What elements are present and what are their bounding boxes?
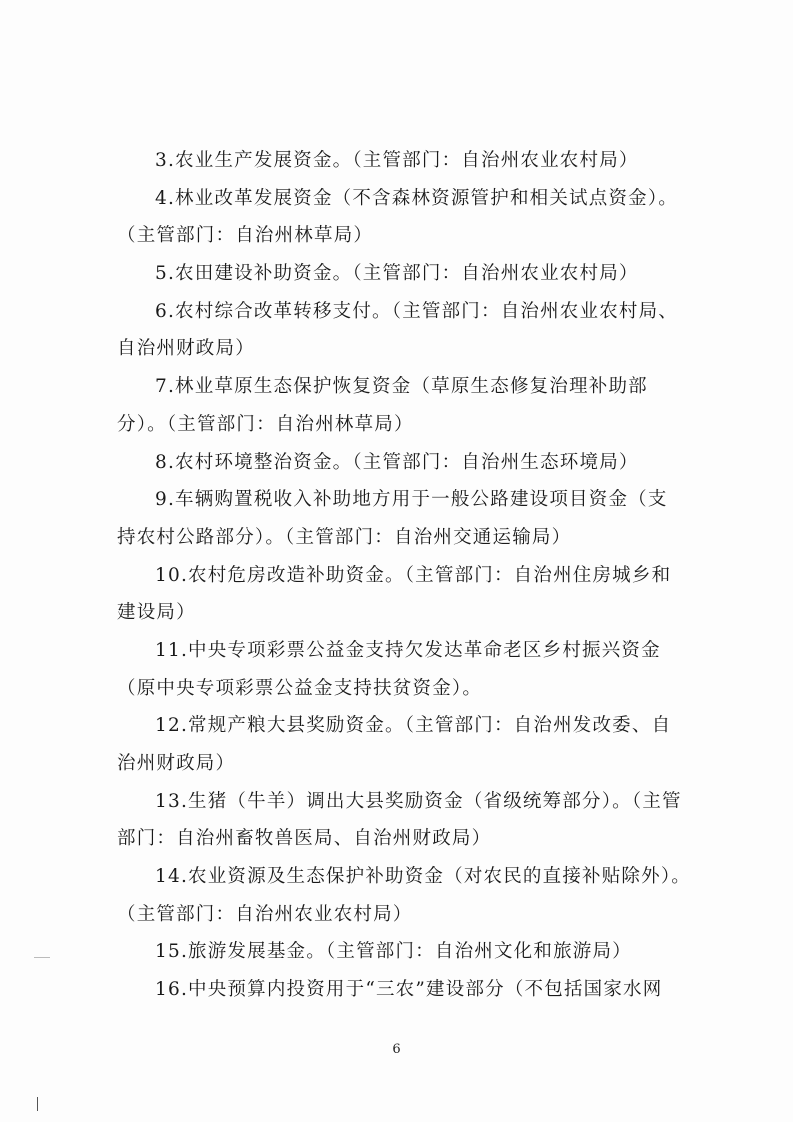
document-body <box>117 142 717 1009</box>
text-line: 12.常规产粮大县奖励资金。（主管部门：自治州发改委、自 <box>155 715 672 737</box>
scan-artifact <box>34 957 50 958</box>
text-line: 自治州财政局） <box>117 338 255 360</box>
text-line: 3.农业生产发展资金。（主管部门：自治州农业农村局） <box>155 150 639 171</box>
text-line: 10.农村危房改造补助资金。（主管部门：自治州住房城乡和 <box>155 564 672 586</box>
text-line: 5.农田建设补助资金。（主管部门：自治州农业农村局） <box>155 263 639 285</box>
text-line: 持农村公路部分）。（主管部门：自治州交通运输局） <box>117 526 572 548</box>
text-line: 治州财政局） <box>117 753 236 774</box>
page-number: 6 <box>392 1042 401 1057</box>
text-line: 6.农村综合改革转移支付。（主管部门：自治州农业农村局、 <box>155 300 679 322</box>
text-line: 16.中央预算内投资用于“三农”建设部分（不包括国家水网 <box>155 979 663 1001</box>
text-line: 分）。（主管部门：自治州林草局） <box>117 413 414 435</box>
text-line: 14.农业资源及生态保护补助资金（对农民的直接补贴除外）。 <box>155 866 691 888</box>
text-line: 9.车辆购置税收入补助地方用于一般公路建设项目资金（支 <box>155 489 668 511</box>
text-line: 15.旅游发展基金。（主管部门：自治州文化和旅游局） <box>155 941 632 963</box>
text-line: （主管部门：自治州农业农村局） <box>117 903 413 925</box>
text-line: 13.生猪（牛羊）调出大县奖励资金（省级统筹部分）。（主管 <box>155 790 682 812</box>
text-line: 11.中央专项彩票公益金支持欠发达革命老区乡村振兴资金 <box>155 639 661 661</box>
text-line: （原中央专项彩票公益金支持扶贫资金）。 <box>117 677 483 699</box>
text-line: 部门：自治州畜牧兽医局、自治州财政局） <box>117 828 492 850</box>
scan-artifact <box>37 1097 38 1111</box>
text-line: 8.农村环境整治资金。（主管部门：自治州生态环境局） <box>155 451 639 473</box>
text-line: （主管部门：自治州林草局） <box>117 225 374 247</box>
text-line: 4.林业改革发展资金（不含森林资源管护和相关试点资金）。 <box>155 187 679 209</box>
text-line: 建设局） <box>117 602 196 624</box>
text-line: 7.林业草原生态保护恢复资金（草原生态修复治理补助部 <box>155 376 648 398</box>
